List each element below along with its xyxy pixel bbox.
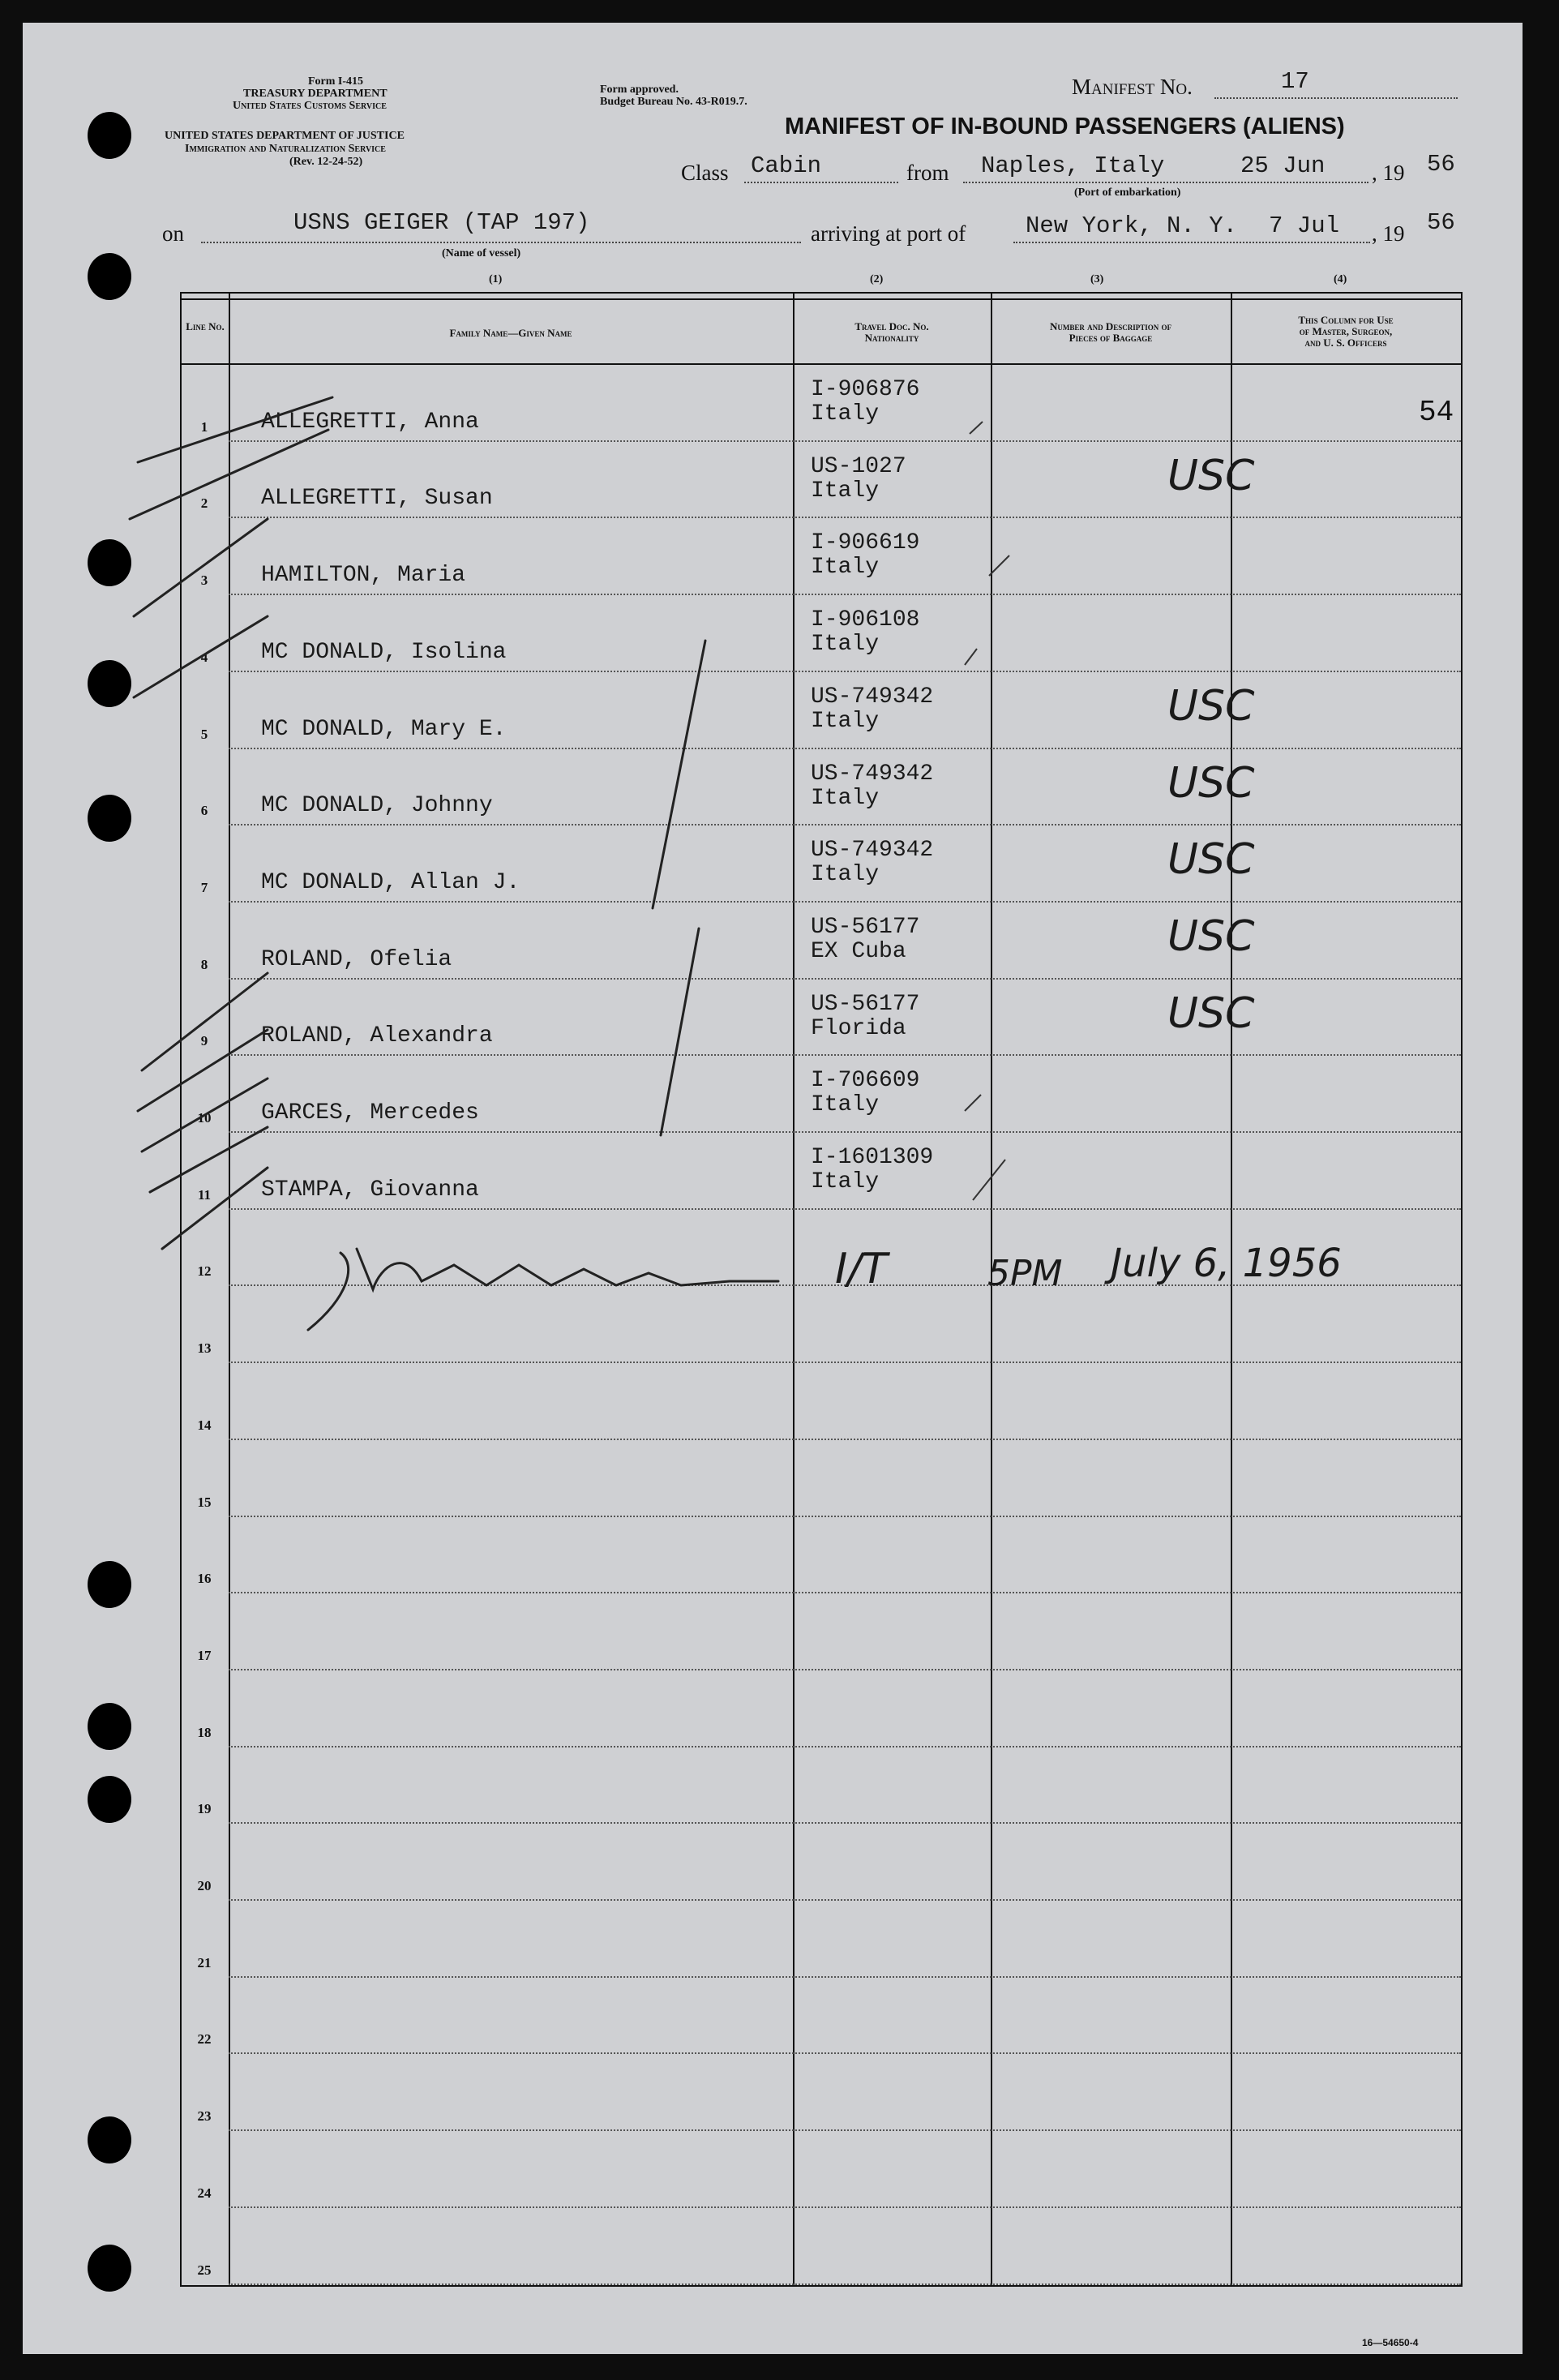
binder-hole: [88, 2116, 131, 2163]
form-approved: Form approved.: [600, 84, 679, 96]
binder-hole: [88, 253, 131, 300]
travel-doc-number: I-906108: [811, 607, 920, 633]
col-num-2: (2): [870, 273, 884, 285]
line-number: 17: [197, 1647, 212, 1663]
row-rule: [229, 1822, 1461, 1824]
line-number: 22: [197, 2031, 212, 2048]
line-number: 9: [200, 1033, 208, 1049]
line-number: 16: [197, 1571, 212, 1587]
passenger-name: ALLEGRETTI, Anna: [261, 409, 479, 435]
passenger-name: MC DONALD, Isolina: [261, 639, 507, 665]
class-value: Cabin: [751, 152, 822, 179]
line-number: 10: [197, 1110, 212, 1126]
nationality: Italy: [811, 862, 880, 888]
year-prefix-2: , 19: [1372, 221, 1405, 246]
officer-mark: USC: [1167, 451, 1255, 500]
travel-doc-number: US-56177: [811, 991, 920, 1017]
arrival-date: 7 Jul: [1269, 212, 1340, 239]
col-divider-4: [1231, 292, 1232, 2287]
travel-doc-number: I-706609: [811, 1068, 920, 1094]
travel-doc-number: I-1601309: [811, 1145, 934, 1170]
line-number: 12: [197, 1263, 212, 1280]
row-rule: [229, 1746, 1461, 1747]
row-rule: [229, 901, 1461, 903]
line-number: 13: [197, 1340, 212, 1357]
passenger-name: STAMPA, Giovanna: [261, 1177, 479, 1203]
travel-doc: [811, 838, 933, 887]
row-rule: [229, 1208, 1461, 1210]
binder-hole: [88, 539, 131, 586]
nationality: Italy: [811, 785, 880, 811]
row-rule: [229, 2206, 1461, 2208]
line-number: 14: [197, 1417, 212, 1433]
vessel-name: USNS GEIGER (TAP 197): [293, 209, 590, 236]
row-rule: [229, 2052, 1461, 2054]
manifest-no-line: [1214, 97, 1458, 99]
table-top-rule-2: [180, 298, 1463, 300]
binder-hole: [88, 112, 131, 159]
passenger-name: MC DONALD, Mary E.: [261, 716, 507, 742]
nationality: Italy: [811, 555, 880, 581]
row-rule: [229, 748, 1461, 749]
binder-hole: [88, 2245, 131, 2292]
line-number: 18: [197, 1724, 212, 1740]
customs-service: United States Customs Service: [233, 100, 387, 112]
passenger-name: ROLAND, Ofelia: [261, 946, 452, 972]
row-rule: [229, 1592, 1461, 1593]
port-caption: (Port of embarkation): [1074, 187, 1181, 199]
manifest-page: [23, 23, 1523, 2354]
travel-doc-number: US-749342: [811, 684, 934, 710]
line-number: 23: [197, 2108, 212, 2125]
table-left-rule: [180, 292, 182, 2287]
travel-doc-number: I-906876: [811, 377, 920, 402]
vessel-caption: (Name of vessel): [442, 247, 521, 259]
officer-mark: USC: [1167, 835, 1255, 885]
row-rule: [229, 594, 1461, 595]
table-bottom-rule: [180, 2285, 1463, 2287]
line-number: 6: [200, 803, 208, 819]
line-number: 7: [200, 879, 208, 895]
col-divider-1: [229, 292, 230, 2287]
ins-service: Immigration and Naturalization Service: [185, 143, 386, 155]
manifest-no-value: 17: [1281, 68, 1309, 95]
travel-doc: [811, 1069, 919, 1117]
manifest-title: MANIFEST OF IN-BOUND PASSENGERS (ALIENS): [785, 114, 1345, 139]
year-1: 56: [1427, 151, 1455, 178]
travel-doc: [811, 993, 919, 1041]
arrival-port: New York, N. Y.: [1026, 212, 1238, 239]
treasury-dept: TREASURY DEPARTMENT: [243, 88, 388, 100]
year-prefix-1: , 19: [1372, 161, 1405, 185]
row-rule: [229, 1976, 1461, 1978]
line12-time: 5PM: [987, 1253, 1063, 1294]
line-number: 5: [200, 726, 208, 742]
passenger-name: ALLEGRETTI, Susan: [261, 486, 493, 512]
class-line: [744, 182, 898, 183]
row-rule: [229, 1669, 1461, 1670]
row-rule: [229, 440, 1461, 442]
col-num-4: (4): [1334, 273, 1347, 285]
from-date: 25 Jun: [1240, 152, 1326, 179]
class-label: Class: [681, 161, 729, 185]
travel-doc: [811, 455, 906, 504]
passenger-name: ROLAND, Alexandra: [261, 1023, 493, 1049]
line12-date: July 6, 1956: [1111, 1241, 1342, 1286]
line-number: 21: [197, 1954, 212, 1970]
officer-mark: USC: [1167, 758, 1255, 808]
nationality: Florida: [811, 1015, 906, 1041]
line-number: 19: [197, 1801, 212, 1817]
binder-hole: [88, 1703, 131, 1750]
nationality: Italy: [811, 1092, 880, 1118]
on-label: on: [162, 221, 184, 246]
col-num-3: (3): [1090, 273, 1104, 285]
from-port: Naples, Italy: [981, 152, 1165, 179]
row-rule: [229, 2284, 1461, 2285]
row-rule: [229, 517, 1461, 518]
line-number: 8: [200, 956, 208, 972]
line-number: 1: [200, 418, 208, 435]
binder-hole: [88, 1561, 131, 1608]
from-label: from: [906, 161, 949, 185]
form-number: Form I-415: [308, 75, 364, 88]
line-number: 3: [200, 572, 208, 589]
travel-doc: [811, 916, 919, 964]
row-rule: [229, 1054, 1461, 1056]
nationality: EX Cuba: [811, 938, 906, 964]
budget-bureau: Budget Bureau No. 43-R019.7.: [600, 96, 747, 108]
row-rule: [229, 2129, 1461, 2131]
travel-doc-number: US-1027: [811, 453, 906, 479]
travel-doc-number: US-749342: [811, 838, 934, 864]
col-divider-2: [793, 292, 794, 2287]
revision: (Rev. 12-24-52): [289, 156, 363, 168]
vessel-line: [201, 242, 801, 243]
travel-doc: [811, 531, 919, 580]
line-number: 24: [197, 2185, 212, 2201]
table-top-rule: [180, 292, 1463, 294]
row-rule: [229, 671, 1461, 672]
line-number: 2: [200, 495, 208, 512]
line-number: 25: [197, 2262, 212, 2278]
page-number: 54: [1419, 396, 1454, 429]
officer-mark: USC: [1167, 681, 1255, 731]
travel-doc-number: US-56177: [811, 914, 920, 940]
col-header-doc: Travel Doc. No. Nationality: [854, 320, 929, 344]
year-2: 56: [1427, 209, 1455, 236]
travel-doc: [811, 378, 919, 427]
row-rule: [229, 978, 1461, 980]
col-num-1: (1): [489, 273, 503, 285]
col-header-line: Line No.: [186, 320, 225, 332]
passenger-name: MC DONALD, Johnny: [261, 793, 493, 819]
nationality: Italy: [811, 708, 880, 734]
justice-dept: UNITED STATES DEPARTMENT OF JUSTICE: [165, 130, 405, 142]
nationality: Italy: [811, 478, 880, 504]
row-rule: [229, 1899, 1461, 1901]
binder-hole: [88, 795, 131, 842]
nationality: Italy: [811, 1169, 880, 1194]
officer-mark: USC: [1167, 911, 1255, 961]
arrival-line: [1013, 242, 1370, 243]
passenger-name: GARCES, Mercedes: [261, 1100, 479, 1126]
table-right-rule: [1461, 292, 1463, 2287]
passenger-name: MC DONALD, Allan J.: [261, 869, 520, 895]
nationality: Italy: [811, 632, 880, 658]
travel-doc: [811, 608, 919, 657]
travel-doc-number: US-749342: [811, 761, 934, 787]
header-bottom-rule: [180, 363, 1463, 365]
manifest-no-label: Manifest No.: [1072, 75, 1193, 99]
travel-doc-number: I-906619: [811, 530, 920, 556]
travel-doc: [811, 1146, 933, 1194]
row-rule: [229, 1516, 1461, 1517]
col-header-officers: This Column for Use of Master, Surgeon, and U. S. Officers: [1298, 314, 1394, 349]
line-number: 15: [197, 1494, 212, 1510]
row-rule: [229, 1439, 1461, 1440]
binder-hole: [88, 1776, 131, 1823]
nationality: Italy: [811, 401, 880, 427]
line12-mark: I/T: [835, 1245, 888, 1293]
line-number: 4: [200, 649, 208, 665]
line-number: 11: [197, 1186, 212, 1203]
row-rule: [229, 1131, 1461, 1133]
arriving-label: arriving at port of: [811, 221, 966, 246]
travel-doc: [811, 762, 933, 811]
col-header-name: Family Name—Given Name: [449, 327, 572, 339]
travel-doc: [811, 685, 933, 734]
from-line: [963, 182, 1368, 183]
line-number: 20: [197, 1878, 212, 1893]
row-rule: [229, 824, 1461, 825]
binder-hole: [88, 660, 131, 707]
passenger-name: HAMILTON, Maria: [261, 563, 466, 589]
row-rule: [229, 1362, 1461, 1363]
print-code: 16—54650-4: [1362, 2337, 1419, 2348]
officer-mark: USC: [1167, 988, 1255, 1038]
col-header-baggage: Number and Description of Pieces of Baggage: [1049, 320, 1172, 344]
